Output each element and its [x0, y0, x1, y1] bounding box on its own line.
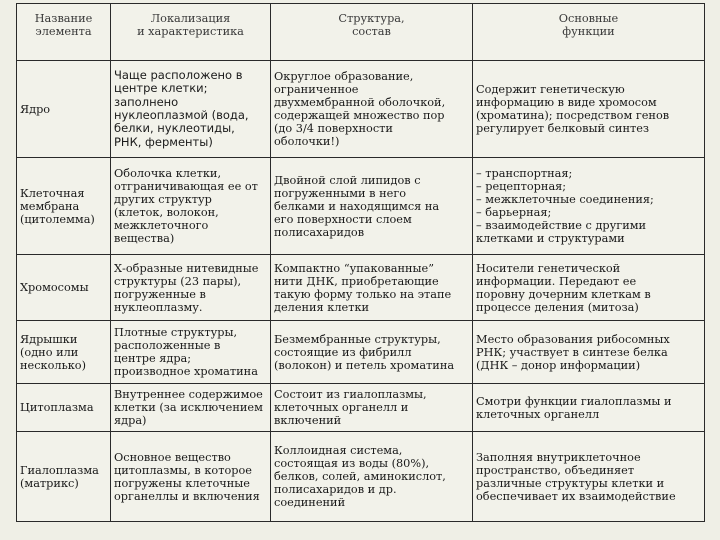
- table-row: [17, 255, 705, 321]
- row-name: Хромосомы: [17, 255, 111, 321]
- row-name: Цитоплазма: [17, 384, 111, 432]
- header-element-name: Название элемента: [17, 4, 111, 61]
- row-location: Оболочка клетки, отграничивающая ее от других структур (клеток, волокон, межклеточного вещества): [111, 158, 271, 255]
- row-structure: Безмембранные структуры, состоящие из фибрилл (волокон) и петель хроматина: [271, 321, 473, 384]
- table-header-row: [17, 4, 705, 61]
- table-row: [17, 321, 705, 384]
- row-structure: Коллоидная система, состоящая из воды (80%), белков, солей, аминокислот, полисахаридов и др. соединений: [271, 432, 473, 522]
- row-name: Клеточная мембрана (цитолемма): [17, 158, 111, 255]
- cell-elements-table: [16, 3, 705, 522]
- row-location: Внутреннее содержимое клетки (за исключением ядра): [111, 384, 271, 432]
- row-functions: Место образования рибосомных РНК; участвует в синтезе белка (ДНК – донор информации): [473, 321, 705, 384]
- row-location: Основное вещество цитоплазмы, в которое погружены клеточные органеллы и включения: [111, 432, 271, 522]
- row-location: Плотные структуры, расположенные в центре ядра; производное хроматина: [111, 321, 271, 384]
- row-structure: Округлое образование, ограниченное двухмембранной оболочкой, содержащей множество пор (до 3/4 поверхности оболочки!): [271, 61, 473, 158]
- row-location: Чаще расположено в центре клетки; заполнено нуклеоплазмой (вода, белки, нуклеотиды, РНК, ферменты): [111, 61, 271, 158]
- row-functions: – транспортная; – рецепторная; – межклеточные соединения; – барьерная; – взаимодействие с другими клетками и структурами: [473, 158, 705, 255]
- table-row: [17, 384, 705, 432]
- header-functions: Основные функции: [473, 4, 705, 61]
- row-structure: Компактно “упакованные” нити ДНК, приобретающие такую форму только на этапе деления клетки: [271, 255, 473, 321]
- row-name: Гиалоплазма (матрикс): [17, 432, 111, 522]
- row-name: Ядрышки (одно или несколько): [17, 321, 111, 384]
- row-structure: Двойной слой липидов с погруженными в него белками и находящимся на его поверхности слоем полисахаридов: [271, 158, 473, 255]
- row-location: Х-образные нитевидные структуры (23 пары), погруженные в нуклеоплазму.: [111, 255, 271, 321]
- table-row: [17, 432, 705, 522]
- table-row: [17, 61, 705, 158]
- table-row: [17, 158, 705, 255]
- row-structure: Состоит из гиалоплазмы, клеточных органелл и включений: [271, 384, 473, 432]
- row-functions: Содержит генетическую информацию в виде хромосом (хроматина); посредством генов регулирует белковый синтез: [473, 61, 705, 158]
- header-structure: Структура, состав: [271, 4, 473, 61]
- document-sheet: [16, 3, 704, 521]
- row-name: Ядро: [17, 61, 111, 158]
- row-functions: Смотри функции гиалоплазмы и клеточных органелл: [473, 384, 705, 432]
- row-functions: Носители генетической информации. Передают ее поровну дочерним клеткам в процессе деления (митоза): [473, 255, 705, 321]
- row-functions: Заполняя внутриклеточное пространство, объединяет различные структуры клетки и обеспечивает их взаимодействие: [473, 432, 705, 522]
- header-location: Локализация и характеристика: [111, 4, 271, 61]
